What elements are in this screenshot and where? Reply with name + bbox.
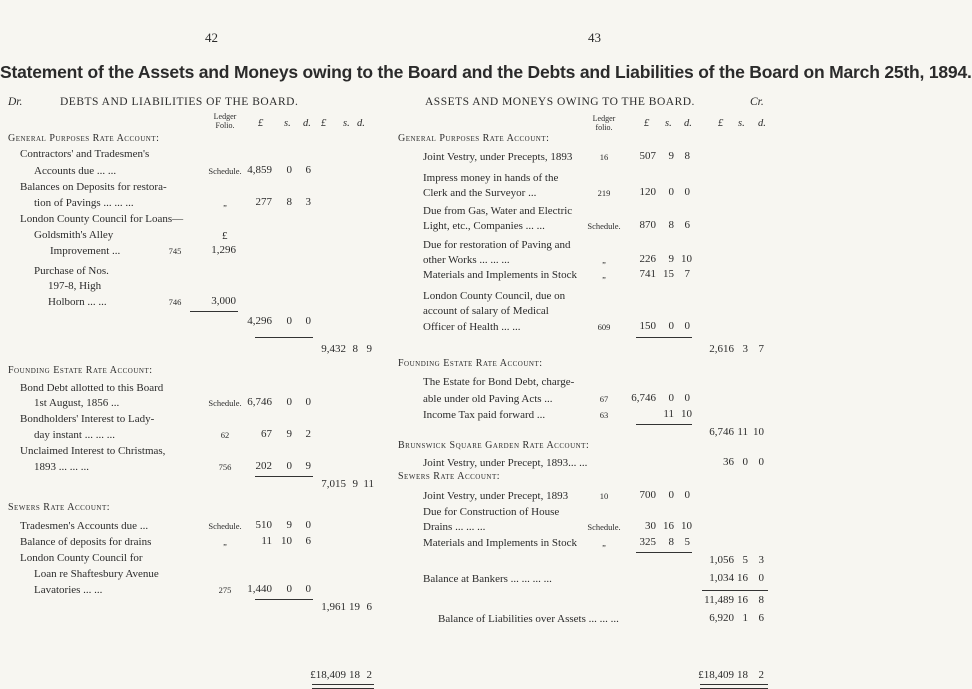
right-grand-total-shillings: 18 bbox=[737, 669, 748, 681]
right-grand-total-pounds: £18,409 bbox=[698, 669, 734, 681]
impress-pence: 0 bbox=[684, 186, 690, 198]
balances-line-2: tion of Pavings ... ... ... bbox=[34, 197, 134, 209]
brunswick-section: Brunswick Square Garden Rate Account: bbox=[398, 440, 590, 451]
left-sewers-section: Sewers Rate Account: bbox=[8, 502, 111, 513]
restoration-pence: 10 bbox=[681, 253, 692, 265]
sewers-right-total-pence: 3 bbox=[758, 554, 764, 566]
right-s-header-1: s. bbox=[665, 118, 672, 129]
vestry-folio: 16 bbox=[599, 152, 609, 162]
sewers-left-rule bbox=[255, 599, 313, 600]
drains-shillings: 16 bbox=[663, 520, 674, 532]
right-lcc-line-1: London County Council, due on bbox=[423, 290, 566, 302]
right-sewers-section: Sewers Rate Account: bbox=[398, 471, 501, 482]
interest-pounds: 67 bbox=[261, 428, 272, 440]
gas-folio: Schedule. bbox=[587, 221, 621, 231]
general-right-total-shillings: 3 bbox=[742, 343, 748, 355]
bond-shillings: 0 bbox=[286, 396, 292, 408]
contractors-shillings: 0 bbox=[286, 164, 292, 176]
gas-shillings: 8 bbox=[668, 219, 674, 231]
unclaimed-line-1: Unclaimed Interest to Christmas, bbox=[20, 445, 166, 457]
sewers-vestry-pounds: 700 bbox=[639, 489, 656, 501]
bond-line-2: 1st August, 1856 ... bbox=[34, 397, 120, 409]
general-right-rule bbox=[636, 337, 692, 338]
left-d-header-1: d. bbox=[303, 118, 311, 129]
left-s-header-1: s. bbox=[284, 118, 291, 129]
subtotal-rule bbox=[702, 590, 768, 591]
brunswick-total-shillings: 0 bbox=[742, 456, 748, 468]
vestry-pence: 8 bbox=[684, 150, 690, 162]
deposits-pence: 6 bbox=[305, 535, 311, 547]
vestry-pounds: 507 bbox=[639, 150, 656, 162]
left-founding-section: Founding Estate Rate Account: bbox=[8, 365, 153, 376]
gas-line-2: Light, etc., Companies ... ... bbox=[423, 220, 545, 232]
right-grand-total-rule bbox=[700, 684, 768, 689]
materials-folio: „ bbox=[602, 270, 606, 280]
left-grand-total-rule bbox=[312, 684, 374, 689]
contractors-line-1: Contractors' and Tradesmen's bbox=[20, 148, 150, 160]
gas-pence: 6 bbox=[684, 219, 690, 231]
tradesmen-line: Tradesmen's Accounts due ... bbox=[20, 520, 149, 532]
page-number-left: 42 bbox=[205, 30, 218, 45]
purchase-folio: 746 bbox=[168, 297, 182, 307]
statement-title: Statement of the Assets and Moneys owing to the Board and the Debts and Liabilities of the Board on March 25th, 1894. bbox=[0, 62, 972, 82]
lcc-total-pounds: 4,296 bbox=[247, 315, 272, 327]
purchase-amount: 3,000 bbox=[211, 295, 236, 307]
goldsmith-line: Goldsmith's Alley bbox=[34, 229, 114, 241]
impress-folio: 219 bbox=[597, 188, 611, 198]
lcc-loans-line: London County Council for Loans— bbox=[20, 213, 184, 225]
balances-pounds: 277 bbox=[255, 196, 272, 208]
sewers-lcc-shillings: 0 bbox=[286, 583, 292, 595]
balances-pence: 3 bbox=[305, 196, 311, 208]
estate-pence: 0 bbox=[684, 392, 690, 404]
right-d-header-1: d. bbox=[684, 118, 692, 129]
bankers-shillings: 16 bbox=[737, 572, 748, 584]
pound-mark: £ bbox=[222, 230, 228, 242]
lcc-rule bbox=[190, 311, 238, 312]
unclaimed-line-2: 1893 ... ... ... bbox=[34, 461, 89, 473]
drains-line-1: Due for Construction of House bbox=[423, 506, 560, 518]
general-left-total-shillings: 8 bbox=[352, 343, 358, 355]
founding-left-total-pounds: 7,015 bbox=[321, 478, 346, 490]
restoration-line-2: other Works ... ... ... bbox=[423, 254, 510, 266]
lcc-total-pence: 0 bbox=[305, 315, 311, 327]
sewers-materials-pounds: 325 bbox=[639, 536, 656, 548]
right-d-header-2: d. bbox=[758, 118, 766, 129]
unclaimed-pence: 9 bbox=[305, 460, 311, 472]
restoration-shillings: 9 bbox=[668, 253, 674, 265]
right-grand-total-pence: 2 bbox=[758, 669, 764, 681]
left-grand-total-pounds: £18,409 bbox=[310, 669, 346, 681]
balances-folio: „ bbox=[223, 198, 227, 208]
subtotal-pence: 8 bbox=[758, 594, 764, 606]
right-heading: ASSETS AND MONEYS OWING TO THE BOARD. bbox=[425, 96, 695, 108]
tradesmen-pence: 0 bbox=[305, 519, 311, 531]
materials-line: Materials and Implements in Stock bbox=[423, 269, 577, 281]
deposits-folio: „ bbox=[223, 537, 227, 547]
liabilities-pounds: 6,920 bbox=[709, 612, 734, 624]
drains-line-2: Drains ... ... ... bbox=[423, 521, 486, 533]
sewers-lcc-folio: 275 bbox=[218, 585, 232, 595]
deposits-line: Balance of deposits for drains bbox=[20, 536, 152, 548]
left-pound-header-2: £ bbox=[321, 118, 327, 129]
balances-shillings: 8 bbox=[286, 196, 292, 208]
left-heading: DEBTS AND LIABILITIES OF THE BOARD. bbox=[60, 96, 299, 108]
materials-pounds: 741 bbox=[639, 268, 656, 280]
left-d-header-2: d. bbox=[357, 118, 365, 129]
improvement-amount: 1,296 bbox=[211, 244, 236, 256]
drains-folio: Schedule. bbox=[587, 522, 621, 532]
right-lcc-shillings: 0 bbox=[668, 320, 674, 332]
unclaimed-shillings: 0 bbox=[286, 460, 292, 472]
gas-pounds: 870 bbox=[639, 219, 656, 231]
sewers-left-total-shillings: 19 bbox=[349, 601, 360, 613]
right-lcc-pounds: 150 bbox=[639, 320, 656, 332]
unclaimed-folio: 756 bbox=[218, 462, 232, 472]
sewers-materials-line: Materials and Implements in Stock bbox=[423, 537, 577, 549]
right-lcc-line-2: account of salary of Medical bbox=[423, 305, 549, 317]
sewers-right-total-shillings: 5 bbox=[742, 554, 748, 566]
drains-pounds: 30 bbox=[645, 520, 656, 532]
contractors-folio: Schedule. bbox=[208, 166, 242, 176]
improvement-folio: 745 bbox=[168, 246, 182, 256]
income-folio: 63 bbox=[599, 410, 609, 420]
estate-line-1: The Estate for Bond Debt, charge- bbox=[423, 376, 575, 388]
founding-left-total-shillings: 9 bbox=[352, 478, 358, 490]
impress-line-1: Impress money in hands of the bbox=[423, 172, 559, 184]
dr-label: Dr. bbox=[8, 96, 23, 108]
interest-line-1: Bondholders' Interest to Lady- bbox=[20, 413, 155, 425]
sewers-left-total-pence: 6 bbox=[366, 601, 372, 613]
materials-pence: 7 bbox=[684, 268, 690, 280]
estate-line-2: able under old Paving Acts ... bbox=[423, 393, 553, 405]
income-shillings: 11 bbox=[663, 408, 674, 420]
general-left-total-pounds: 9,432 bbox=[321, 343, 346, 355]
bankers-line: Balance at Bankers ... ... ... ... bbox=[423, 573, 552, 585]
contractors-pounds: 4,859 bbox=[247, 164, 272, 176]
subtotal-pounds: 11,489 bbox=[704, 594, 734, 606]
bond-line-1: Bond Debt allotted to this Board bbox=[20, 382, 164, 394]
lcc-total-shillings: 0 bbox=[286, 315, 292, 327]
sewers-lcc-line-2: Loan re Shaftesbury Avenue bbox=[34, 568, 159, 580]
interest-line-2: day instant ... ... ... bbox=[34, 429, 115, 441]
income-line: Income Tax paid forward ... bbox=[423, 409, 546, 421]
right-founding-section: Founding Estate Rate Account: bbox=[398, 358, 543, 369]
estate-pounds: 6,746 bbox=[631, 392, 656, 404]
vestry-line: Joint Vestry, under Precepts, 1893 bbox=[423, 151, 573, 163]
drains-pence: 10 bbox=[681, 520, 692, 532]
liabilities-shillings: 1 bbox=[742, 612, 748, 624]
page-number-right: 43 bbox=[588, 30, 601, 45]
restoration-line-1: Due for restoration of Paving and bbox=[423, 239, 571, 251]
general-right-total-pence: 7 bbox=[758, 343, 764, 355]
restoration-pounds: 226 bbox=[639, 253, 656, 265]
founding-right-total-pence: 10 bbox=[753, 426, 764, 438]
sewers-right-rule bbox=[636, 552, 692, 553]
sewers-lcc-pounds: 1,440 bbox=[247, 583, 272, 595]
right-lcc-folio: 609 bbox=[597, 322, 611, 332]
left-grand-total-pence: 2 bbox=[366, 669, 372, 681]
liabilities-line: Balance of Liabilities over Assets ... ... ... bbox=[438, 613, 619, 625]
deposits-shillings: 10 bbox=[281, 535, 292, 547]
purchase-line-3: Holborn ... ... bbox=[48, 296, 107, 308]
subtotal-shillings: 16 bbox=[737, 594, 748, 606]
bond-pounds: 6,746 bbox=[247, 396, 272, 408]
deposits-pounds: 11 bbox=[261, 535, 272, 547]
gas-line-1: Due from Gas, Water and Electric bbox=[423, 205, 573, 217]
founding-right-total-pounds: 6,746 bbox=[709, 426, 734, 438]
bond-pence: 0 bbox=[305, 396, 311, 408]
right-general-section: General Purposes Rate Account: bbox=[398, 133, 550, 144]
sewers-lcc-line-3: Lavatories ... ... bbox=[34, 584, 103, 596]
vestry-shillings: 9 bbox=[668, 150, 674, 162]
general-left-total-pence: 9 bbox=[366, 343, 372, 355]
liabilities-pence: 6 bbox=[758, 612, 764, 624]
founding-left-total-pence: 11 bbox=[363, 478, 374, 490]
left-folio-header: Ledger Folio. bbox=[213, 112, 237, 130]
left-pound-header-1: £ bbox=[258, 118, 264, 129]
sewers-materials-pence: 5 bbox=[684, 536, 690, 548]
restoration-folio: „ bbox=[602, 255, 606, 265]
brunswick-vestry-line: Joint Vestry, under Precept, 1893... ... bbox=[423, 457, 588, 469]
cr-label: Cr. bbox=[750, 96, 764, 108]
purchase-line-2: 197-8, High bbox=[48, 280, 102, 292]
impress-line-2: Clerk and the Surveyor ... bbox=[423, 187, 537, 199]
impress-shillings: 0 bbox=[668, 186, 674, 198]
sewers-vestry-shillings: 0 bbox=[668, 489, 674, 501]
right-s-header-2: s. bbox=[738, 118, 745, 129]
sewers-materials-shillings: 8 bbox=[668, 536, 674, 548]
sewers-left-total-pounds: 1,961 bbox=[321, 601, 346, 613]
general-right-total-pounds: 2,616 bbox=[709, 343, 734, 355]
right-pound-header-2: £ bbox=[718, 118, 724, 129]
brunswick-total-pounds: 36 bbox=[723, 456, 734, 468]
income-pence: 10 bbox=[681, 408, 692, 420]
brunswick-total-pence: 0 bbox=[758, 456, 764, 468]
sewers-vestry-pence: 0 bbox=[684, 489, 690, 501]
founding-right-rule bbox=[636, 424, 692, 425]
estate-shillings: 0 bbox=[668, 392, 674, 404]
founding-right-total-shillings: 11 bbox=[737, 426, 748, 438]
bankers-pounds: 1,034 bbox=[709, 572, 734, 584]
bond-folio: Schedule. bbox=[208, 398, 242, 408]
purchase-line-1: Purchase of Nos. bbox=[34, 265, 109, 277]
improvement-line: Improvement ... bbox=[50, 245, 121, 257]
right-folio-header: Ledger folio. bbox=[592, 114, 616, 132]
left-grand-total-shillings: 18 bbox=[349, 669, 360, 681]
tradesmen-shillings: 9 bbox=[286, 519, 292, 531]
interest-pence: 2 bbox=[305, 428, 311, 440]
interest-shillings: 9 bbox=[286, 428, 292, 440]
right-pound-header-1: £ bbox=[644, 118, 650, 129]
sewers-materials-folio: „ bbox=[602, 538, 606, 548]
interest-folio: 62 bbox=[220, 430, 230, 440]
unclaimed-pounds: 202 bbox=[255, 460, 272, 472]
sewers-vestry-line: Joint Vestry, under Precept, 1893 bbox=[423, 490, 569, 502]
materials-shillings: 15 bbox=[663, 268, 674, 280]
left-general-section: General Purposes Rate Account: bbox=[8, 133, 160, 144]
estate-folio: 67 bbox=[599, 394, 609, 404]
sewers-vestry-folio: 10 bbox=[599, 491, 609, 501]
general-left-rule bbox=[255, 337, 313, 338]
sewers-lcc-pence: 0 bbox=[305, 583, 311, 595]
contractors-line-2: Accounts due ... ... bbox=[34, 165, 117, 177]
left-s-header-2: s. bbox=[343, 118, 350, 129]
sewers-lcc-line-1: London County Council for bbox=[20, 552, 143, 564]
tradesmen-pounds: 510 bbox=[255, 519, 272, 531]
tradesmen-folio: Schedule. bbox=[208, 521, 242, 531]
bankers-pence: 0 bbox=[758, 572, 764, 584]
founding-left-rule bbox=[255, 476, 313, 477]
right-lcc-line-3: Officer of Health ... ... bbox=[423, 321, 521, 333]
right-lcc-pence: 0 bbox=[684, 320, 690, 332]
impress-pounds: 120 bbox=[639, 186, 656, 198]
sewers-right-total-pounds: 1,056 bbox=[709, 554, 734, 566]
balances-line-1: Balances on Deposits for restora- bbox=[20, 181, 167, 193]
contractors-pence: 6 bbox=[305, 164, 311, 176]
